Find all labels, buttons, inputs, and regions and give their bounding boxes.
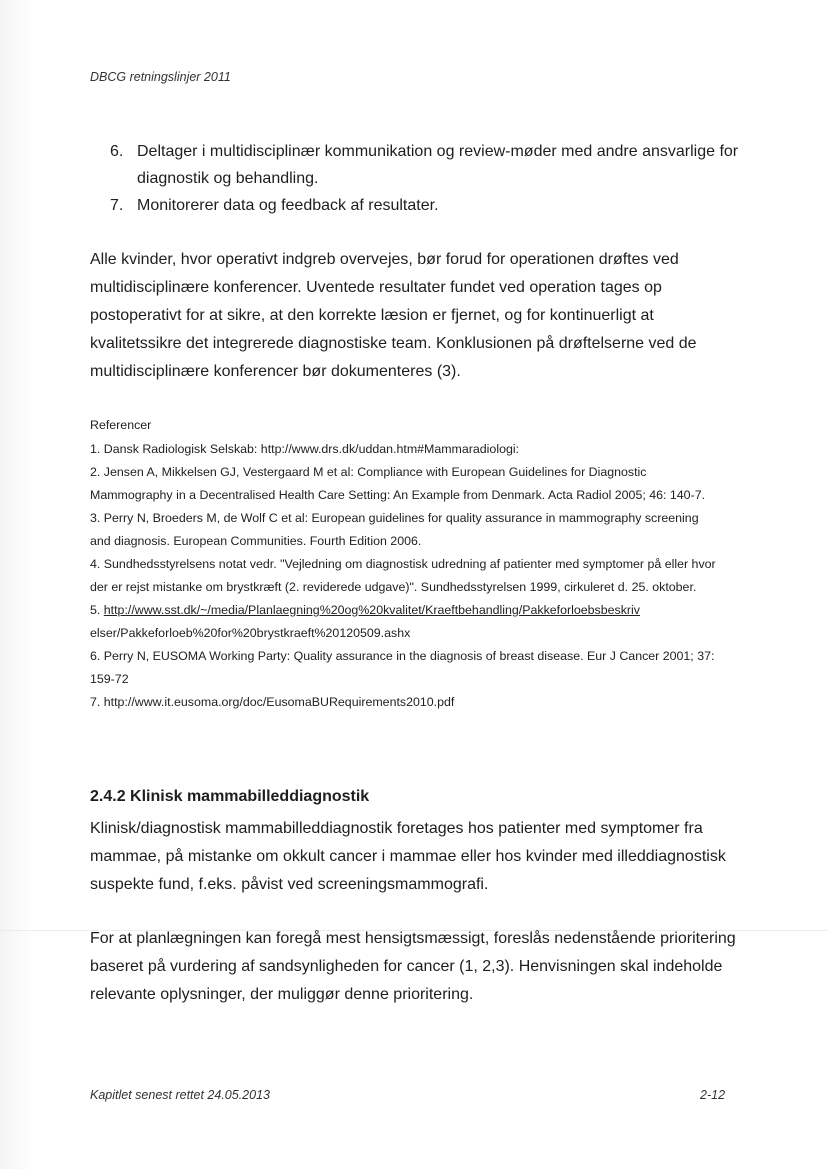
page-header: DBCG retningslinjer 2011 [90, 70, 231, 84]
numbered-list [110, 138, 750, 219]
reference-item: 3. Perry N, Broeders M, de Wolf C et al: European guidelines for quality assurance in mammography screening and diagnosis. European Communities. Fourth Edition 2006. [90, 511, 699, 548]
page-number: 2-12 [700, 1088, 726, 1102]
body-paragraph-clinical: Klinisk/diagnostisk mammabilleddiagnostik foretages hos patienter med symptomer fra mammae, på mistanke om okkult cancer i mammae eller hos kvinder med illeddiagnostisk suspekte fund, f.eks. påvist ved screeningsmammografi. [90, 820, 726, 893]
references-title: Referencer [90, 418, 152, 432]
reference-item: 1. Dansk Radiologisk Selskab: http://www.drs.dk/uddan.htm#Mammaradiologi: [90, 442, 520, 456]
list-item-7 [110, 192, 750, 219]
list-item-number: 7. [110, 197, 124, 214]
scan-edge [0, 0, 34, 1169]
list-item-6 [110, 138, 750, 192]
list-item-text: Deltager i multidisciplinær kommunikation og review-møder med andre ansvarlige for diagnostik og behandling. [137, 143, 739, 187]
list-item-text: Monitorerer data og feedback af resultater. [137, 197, 439, 214]
page-footer-date: Kapitlet senest rettet 24.05.2013 [90, 1088, 270, 1102]
body-paragraph-conferences: Alle kvinder, hvor operativt indgreb overvejes, bør forud for operationen drøftes ved multidisciplinære konferencer. Uventede resultater fundet ved operation tages op postoperativt for at sikre, at den korrekte læsion er fjernet, og for kontinuerligt at kvalitetssikre det integrerede diagnostiske team. Konklusionen på drøftelserne ved de multidisciplinære konferencer bør dokumenteres (3). [90, 251, 697, 380]
section-heading: 2.4.2 Klinisk mammabilleddiagnostik [90, 788, 370, 805]
reference-item: 4. Sundhedsstyrelsens notat vedr. "Vejledning om diagnostisk udredning af patienter med symptomer på eller hvor der er rejst mistanke om brystkræft (2. reviderede udgave)". Sundhedsstyrelsen 1999, cirkuleret d. 25. oktober. [90, 557, 716, 594]
reference-item: 6. Perry N, EUSOMA Working Party: Quality assurance in the diagnosis of breast disease. Eur J Cancer 2001; 37: 159-72 [90, 649, 715, 686]
reference-item: 2. Jensen A, Mikkelsen GJ, Vestergaard M et al: Compliance with European Guidelines for Diagnostic Mammography in a Decentralised Health Care Setting: An Example from Denmark. Acta Radiol 2005; 46: 140-7. [90, 465, 706, 502]
body-paragraph-prioritization: For at planlægningen kan foregå mest hensigtsmæssigt, foreslås nedenstående prioritering baseret på vurdering af sandsynligheden for cancer (1, 2,3). Henvisningen skal indeholde relevante oplysninger, der muliggør denne prioritering. [90, 930, 736, 1003]
reference-link-continuation: elser/Pakkeforloeb%20for%20brystkraeft%20120509.ashx [90, 626, 411, 640]
references-section [90, 414, 720, 714]
reference-number: 5. [90, 603, 104, 617]
list-item-number: 6. [110, 143, 124, 160]
reference-item: 7. http://www.it.eusoma.org/doc/EusomaBURequirements2010.pdf [90, 695, 455, 709]
reference-item-5 [90, 599, 720, 645]
reference-link[interactable]: http://www.sst.dk/~/media/Planlaegning%20og%20kvalitet/Kraeftbehandling/Pakkeforloebsbeskriv [103, 603, 640, 617]
